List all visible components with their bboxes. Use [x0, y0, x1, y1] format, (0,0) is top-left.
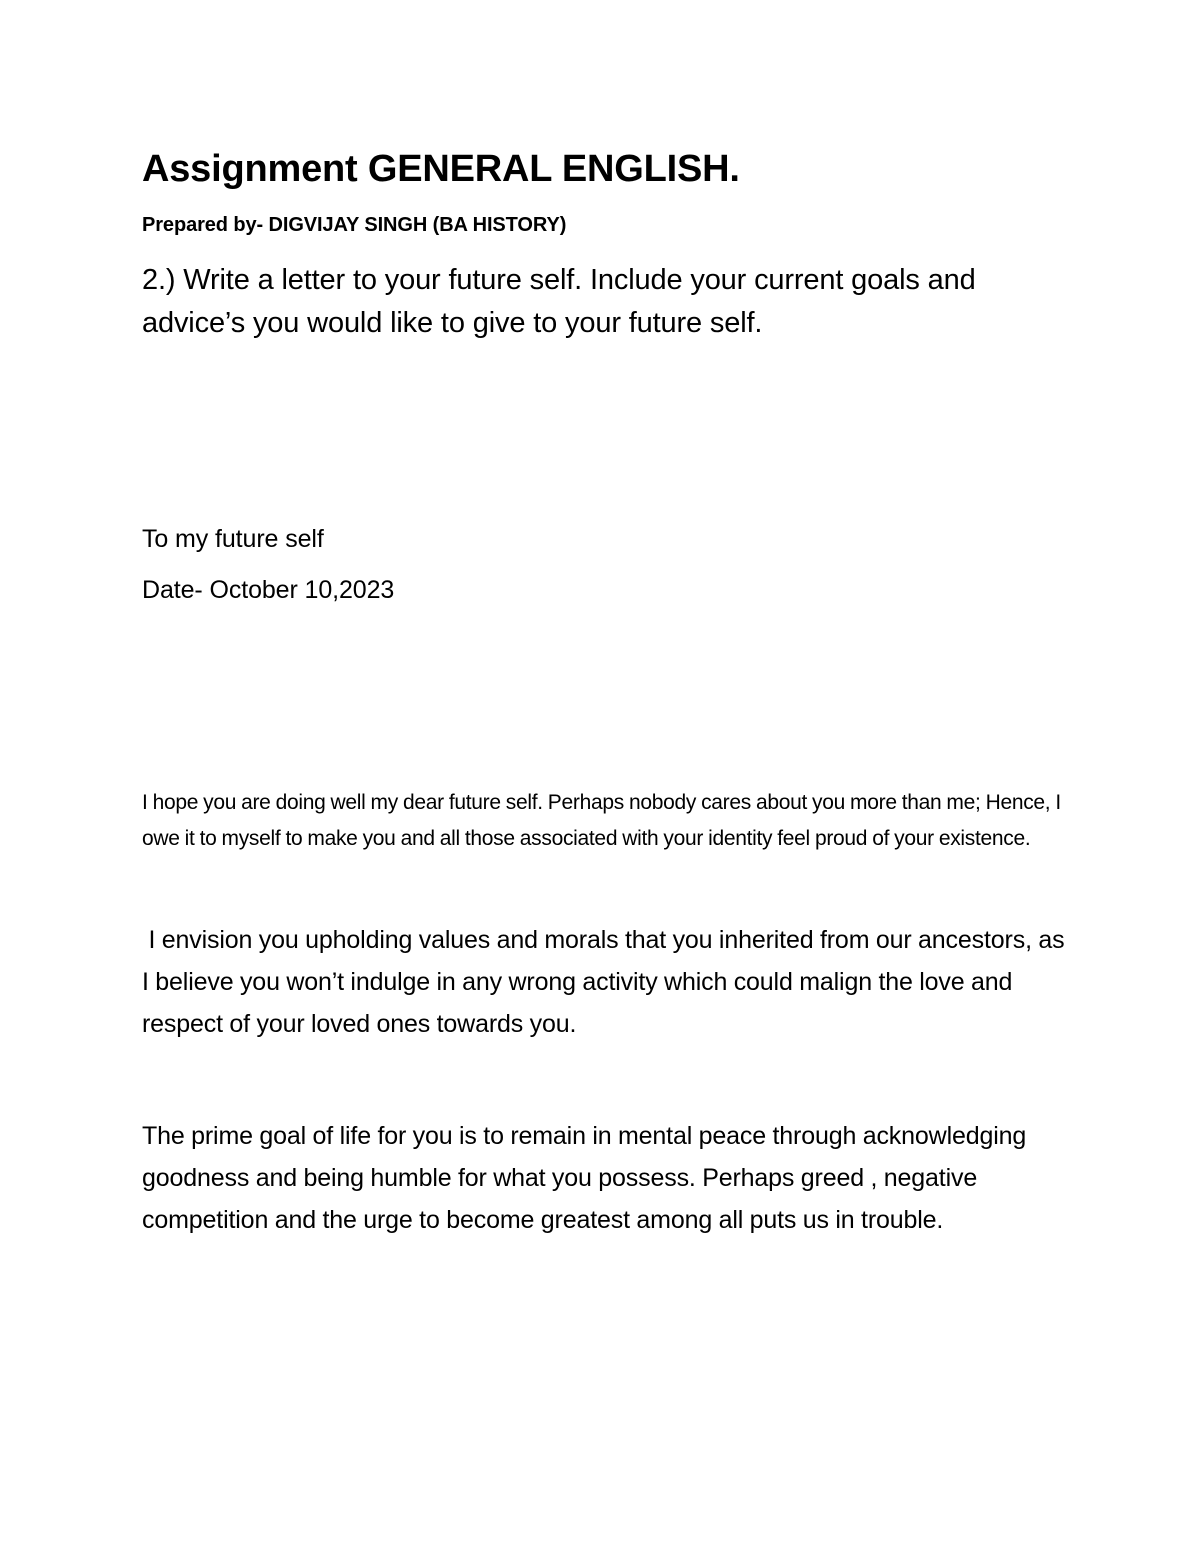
letter-salutation: To my future self [142, 524, 324, 553]
letter-paragraph-3: The prime goal of life for you is to remain in mental peace through acknowledging goodness and being humble for what you possess. Perhaps greed , negative competition and the urge to become greatest among all puts us in trouble. [142, 1121, 1033, 1234]
blank-spacer-between-para-2-3 [142, 1045, 1067, 1115]
letter-paragraph-1: I hope you are doing well my dear future self. Perhaps nobody cares about you more than me; Hence, I owe it to myself to make you and all those associated with your identity feel proud of your existence. [142, 790, 1066, 850]
letter-paragraph-2: I envision you upholding values and morals that you inherited from our ancestors, as I believe you won’t indulge in any wrong activity which could malign the love and respect of your loved ones towards you. [142, 925, 1071, 1038]
assignment-question: 2.) Write a letter to your future self. Include your current goals and advice’s you would like to give to your future self. [142, 263, 976, 340]
blank-spacer-after-date [142, 609, 1067, 785]
document-body [142, 148, 1071, 1241]
blank-spacer-between-para-1-2 [142, 857, 1067, 919]
page-title: Assignment GENERAL ENGLISH. [142, 148, 740, 190]
blank-spacer-before-salutation [142, 346, 1067, 522]
byline-prepared-by: Prepared by- DIGVIJAY SINGH (BA HISTORY) [142, 213, 567, 236]
letter-date: Date- October 10,2023 [142, 576, 395, 605]
